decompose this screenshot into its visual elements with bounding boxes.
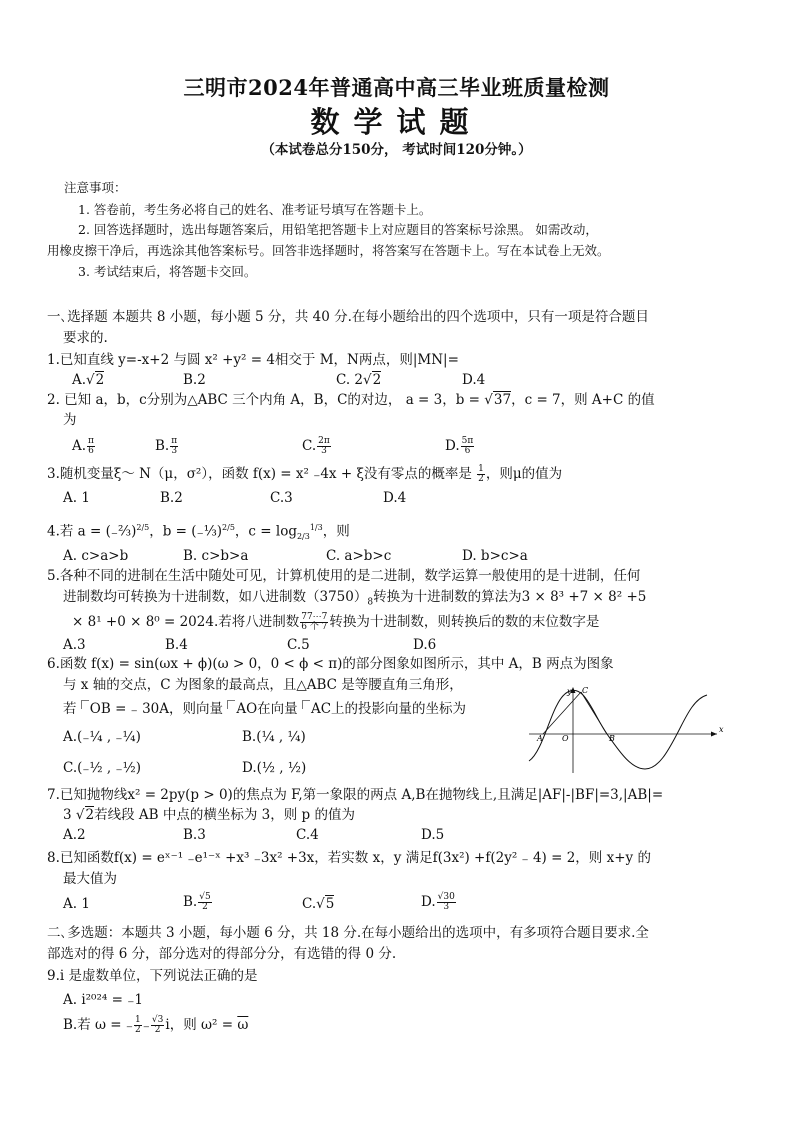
notice-item-1: 1. 答卷前，考生务必将自己的姓名、准考证号填写在答题卡上。: [78, 202, 432, 217]
q6-option-d: D.(½ , ½): [242, 760, 307, 776]
vector-arrow-icon: [302, 700, 310, 709]
q7-line-2: 3 √2若线段 AB 中点的横坐标为 3，则 p 的值为: [63, 807, 355, 823]
q8-option-d: D. $\frac{√30}{3}$: [421, 892, 455, 912]
q8-option-a: A. 1: [63, 896, 90, 912]
q5-option-b: B.4: [165, 637, 188, 653]
exam-info: （本试卷总分150分， 考试时间120分钟。）: [261, 142, 532, 158]
section1-heading-cont: 要求的.: [63, 330, 108, 346]
q6-line-2: 与 x 轴的交点，C 为图象的最高点，且△ABC 是等腰直角三角形，: [63, 677, 463, 693]
q2-option-b: B. $\frac{\pi}{3}$: [155, 436, 178, 456]
subject-title: 数学试题: [310, 105, 483, 139]
q8-option-b: B. $\frac{√5}{2}$: [183, 892, 211, 912]
q5-option-c: C.5: [287, 637, 310, 653]
q5-option-d: D.6: [413, 637, 437, 653]
q6-line-3: 若 OB = ₋ 30A，则向量 AO在向量 AC上的投影向量的坐标为: [63, 701, 467, 717]
q9-option-a: A. i²⁰²⁴ = ₋1: [63, 992, 143, 1008]
vector-arrow-icon: [227, 700, 235, 709]
q3-option-b: B.2: [160, 490, 183, 506]
segment-ac: [543, 692, 581, 734]
q5-line-1: 5.各种不同的进制在生活中随处可见，计算机使用的是二进制，数学运算一般使用的是十进制，任何: [47, 568, 641, 584]
q2-option-c: C. $\frac{2\pi}{3}$: [302, 436, 330, 456]
q6-sine-graph: [527, 683, 727, 775]
q2-option-a: A. $\frac{\pi}{6}$: [72, 436, 94, 456]
q3-option-a: A. 1: [63, 490, 90, 506]
fig-label-o: O: [562, 734, 569, 743]
fig-label-y: y: [567, 687, 572, 696]
q6-option-a: A.(₋¼ , ₋¼): [63, 729, 141, 745]
notice-heading: 注意事项：: [64, 180, 127, 195]
q3-option-c: C.3: [270, 490, 293, 506]
q5-line-2: 进制数均可转换为十进制数，如八进制数$(3750)_8$转换为十进制数的算法为3 × 8³ +7 × 8² +5: [63, 589, 647, 608]
q5-line-3: × 8¹ +0 × 8⁰ = 2024.若将八进制数 $\frac{77\cdots 7}{\text{6 个 7}}$ 转换为十进制数，则转换后的数的末位数字是: [72, 612, 600, 632]
q7-option-d: D.5: [421, 827, 445, 843]
q1-option-a: A.√2: [72, 372, 105, 388]
fig-label-x: x: [719, 725, 724, 734]
q7-line-1: 7.已知抛物线x² = 2py(p > 0)的焦点为 F,第一象限的两点 A,B在抛物线上,且满足|AF|-|BF|=3,|AB|=: [47, 787, 664, 803]
q5-option-a: A.3: [63, 637, 86, 653]
q4-option-b: B. c>b>a: [183, 548, 249, 564]
q4-option-d: D. b>c>a: [462, 548, 528, 564]
notice-item-2b: 用橡皮擦干净后，再选涂其他答案标号。回答非选择题时，将答案写在答题卡上。写在本试卷上无效。: [47, 243, 610, 258]
q2-stem: 2. 已知 a，b，c分别为△ABC 三个内角 A，B，C的对边， a = 3，b = √37，c = 7，则 A+C 的值: [47, 392, 655, 408]
q8-option-c: C.√5: [302, 896, 335, 912]
q9-stem: 9.i 是虚数单位，下列说法正确的是: [47, 968, 258, 984]
q8-line-1: 8.已知函数f(x) = eˣ⁻¹ ₋e¹⁻ˣ +x³ ₋3x² +3x，若实数 x，y 满足f(3x²) +f(2y² ₋ 4) = 2，则 x+y 的: [47, 850, 651, 866]
fig-label-b: B: [609, 734, 615, 743]
q1-option-c: C. 2√2: [336, 372, 382, 388]
q1-option-d: D.4: [462, 372, 486, 388]
q6-option-c: C.(₋½ , ₋½): [63, 760, 141, 776]
vector-arrow-icon: [81, 700, 89, 709]
x-axis-arrow-icon: [711, 732, 717, 737]
q9-option-b: B.若 ω = ₋ $\frac{1}{2}$ ₋ $\frac{√3}{2}$ i，则 $\omega^2 = \overline{\omega}$: [63, 1015, 249, 1035]
q4-option-c: C. a>b>c: [326, 548, 392, 564]
q1-option-b: B.2: [183, 372, 206, 388]
section2-heading-cont: 部选对的得 6 分，部分选对的得部分分，有选错的得 0 分.: [47, 946, 397, 962]
segment-cb: [581, 692, 607, 734]
q6-line-1: 6.函数 f(x) = sin(ωx + ϕ)(ω > 0，0 < ϕ < π)的部分图象如图所示，其中 A，B 两点为图象: [47, 656, 614, 672]
q2-stem-cont: 为: [63, 412, 77, 428]
notice-item-3: 3. 考试结束后，将答题卡交回。: [78, 264, 257, 279]
notice-item-2a: 2. 回答选择题时，选出每题答案后，用铅笔把答题卡上对应题目的答案标号涂黑。 如需改动，: [78, 222, 598, 237]
q3-option-d: D.4: [383, 490, 407, 506]
sine-curve: [529, 690, 707, 769]
q7-option-b: B.3: [183, 827, 206, 843]
q1-stem: 1.已知直线 y=-x+2 与圆 x² +y² = 4相交于 M，N两点，则|MN|=: [47, 352, 459, 368]
q4-option-a: A. c>a>b: [63, 548, 129, 564]
q4-stem: 4.若 a = (₋⅔)$^{2/5}$，b = (₋⅓)$^{2/5}$，$c = \log_{2/3}^{1/3}$，则: [47, 523, 350, 542]
exam-title: 三明市2024年普通高中高三毕业班质量检测: [183, 75, 610, 100]
q7-option-a: A.2: [63, 827, 86, 843]
q7-option-c: C.4: [296, 827, 319, 843]
fig-label-a: A: [537, 734, 543, 743]
fig-label-c: C: [582, 686, 589, 695]
q2-option-d: D. $\frac{5\pi}{6}$: [445, 436, 474, 456]
section1-heading: 一､选择题 本题共 8 小题，每小题 5 分，共 40 分.在每小题给出的四个选项中，只有一项是符合题目: [47, 309, 649, 325]
q8-line-2: 最大值为: [63, 871, 117, 887]
section2-heading: 二､多选题：本题共 3 小题，每小题 6 分，共 18 分.在每小题给出的选项中，有多项符合题目要求.全: [47, 925, 649, 941]
q3-stem: 3.随机变量ξ～ N（μ，σ²），函数 f(x) = x² ₋4x + ξ没有零点的概率是 $\frac{1}{2}$ ，则μ的值为: [47, 464, 563, 484]
q6-option-b: B.(¼ , ¼): [242, 729, 306, 745]
